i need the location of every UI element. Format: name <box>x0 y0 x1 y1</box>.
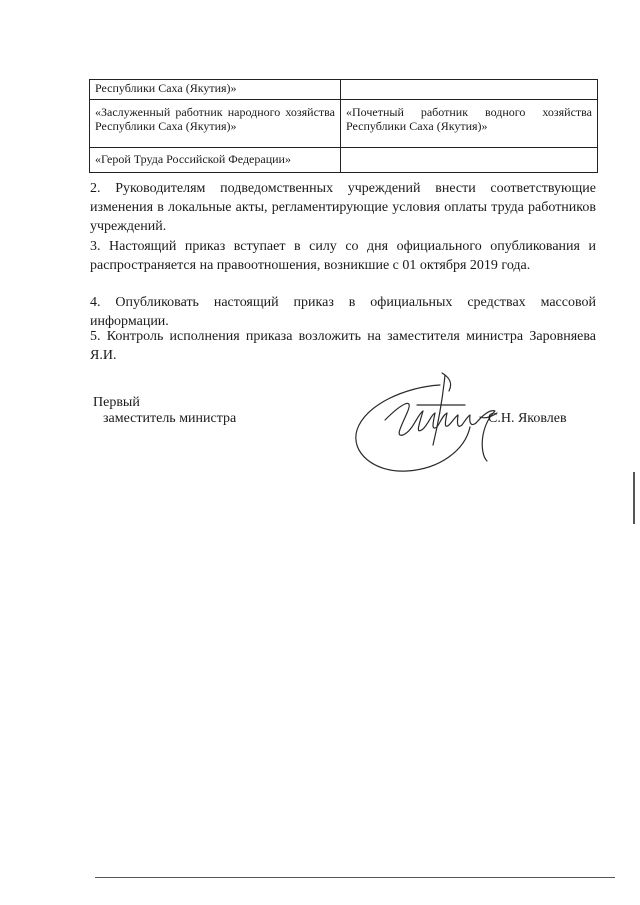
table-cell: «Почетный работник водного хозяйства Республики Саха (Якутия)» <box>341 100 598 148</box>
signatory-position-line-1: Первый <box>93 395 140 410</box>
table-cell <box>341 148 598 173</box>
table-row <box>90 80 598 100</box>
table-cell: «Заслуженный работник народного хозяйства Республики Саха (Якутия)» <box>90 100 341 148</box>
table-row <box>90 100 598 148</box>
signatory-position-line-2: заместитель министра <box>103 411 237 426</box>
paragraph-5: 5. Контроль исполнения приказа возложить на заместителя министра Заровняева Я.И. <box>90 329 596 363</box>
page-bottom-rule <box>95 877 615 878</box>
paragraph-4: 4. Опубликовать настоящий приказ в официальных средствах массовой информации. <box>90 295 596 329</box>
table-row <box>90 148 598 173</box>
paragraph-3: 3. Настоящий приказ вступает в силу со дня официального опубликования и распространяется на правоотношения, возникшие с 01 октября 2019 года. <box>90 239 596 273</box>
signatory-name: С.Н. Яковлев <box>488 411 567 426</box>
table-cell: «Герой Труда Российской Федерации» <box>90 148 341 173</box>
table-cell <box>341 80 598 100</box>
table-cell: Республики Саха (Якутия)» <box>90 80 341 100</box>
paragraph-2: 2. Руководителям подведомственных учреждений внести соответствующие изменения в локальные акты, регламентирующие условия оплаты труда работников учреждений. <box>90 181 596 234</box>
awards-table <box>89 79 598 173</box>
scan-edge-mark <box>633 472 635 524</box>
